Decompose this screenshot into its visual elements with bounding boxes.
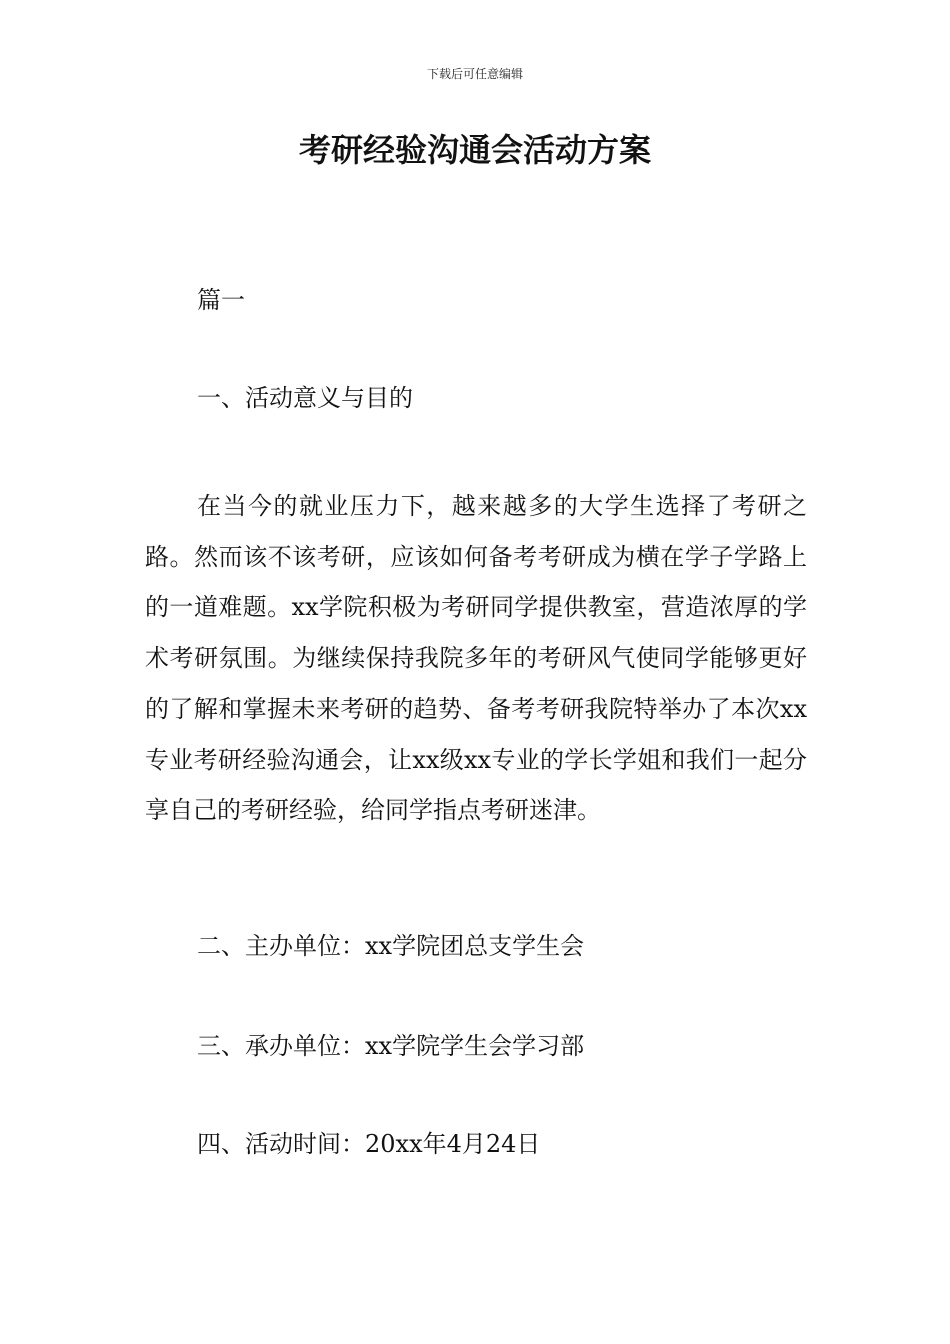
heading-purpose: 一、活动意义与目的 (197, 384, 413, 412)
header-note: 下载后可任意编辑 (426, 67, 523, 81)
item-organizer: 二、主办单位：xx学院团总支学生会 (197, 932, 585, 960)
item-time: 四、活动时间：20xx年4月24日 (197, 1130, 541, 1158)
paragraph-purpose: 在当今的就业压力下，越来越多的大学生选择了考研之路。然而该不该考研，应该如何备考考研成为横在学子学路上的一道难题。xx学院积极为考研同学提供教室，营造浓厚的学术考研氛围。为继续保持我院多年的考研风气使同学能够更好的了解和掌握未来考研的趋势、备考考研我院特举办了本次xx专业考研经验沟通会，让xx级xx专业的学长学姐和我们一起分享自己的考研经验，给同学指点考研迷津。 (145, 492, 807, 825)
section-label: 篇一 (197, 286, 245, 314)
document-title: 考研经验沟通会活动方案 (298, 131, 651, 169)
item-executor: 三、承办单位：xx学院学生会学习部 (197, 1032, 585, 1060)
